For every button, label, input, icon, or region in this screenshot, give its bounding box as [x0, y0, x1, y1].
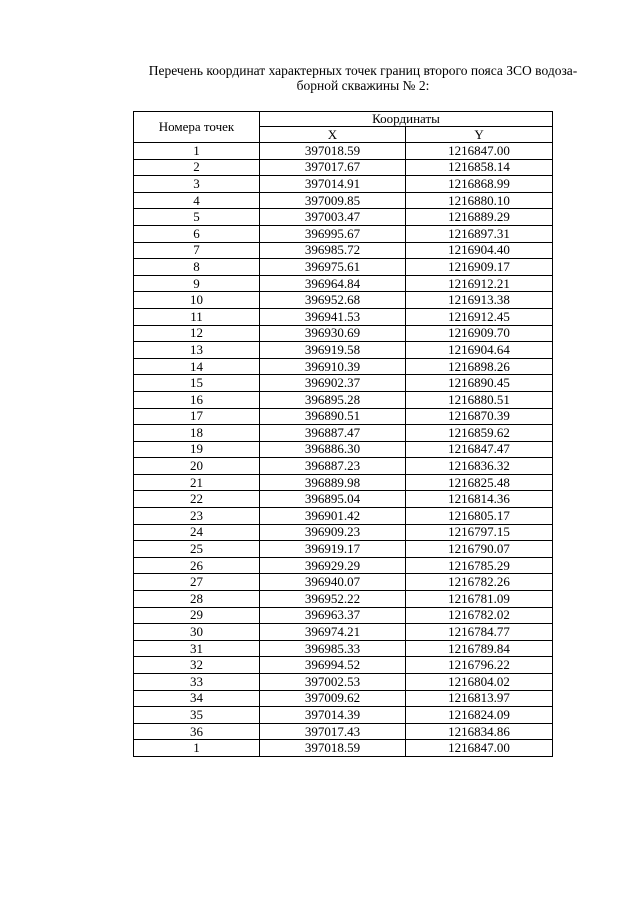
point-number-cell: 33 [134, 674, 260, 691]
y-coordinate-cell: 1216784.77 [406, 624, 553, 641]
point-number-cell: 23 [134, 508, 260, 525]
y-coordinate-cell: 1216870.39 [406, 408, 553, 425]
table-row [134, 740, 553, 757]
y-coordinate-cell: 1216782.02 [406, 607, 553, 624]
y-coordinate-cell: 1216824.09 [406, 707, 553, 724]
header-x: X [260, 127, 406, 143]
document-title [128, 63, 598, 93]
point-number-cell: 16 [134, 391, 260, 408]
y-coordinate-cell: 1216912.45 [406, 308, 553, 325]
x-coordinate-cell: 396940.07 [260, 574, 406, 591]
table-row [134, 557, 553, 574]
y-coordinate-cell: 1216904.40 [406, 242, 553, 259]
y-coordinate-cell: 1216847.47 [406, 441, 553, 458]
point-number-cell: 31 [134, 640, 260, 657]
y-coordinate-cell: 1216898.26 [406, 358, 553, 375]
y-coordinate-cell: 1216797.15 [406, 524, 553, 541]
x-coordinate-cell: 396919.17 [260, 541, 406, 558]
x-coordinate-cell: 396985.33 [260, 640, 406, 657]
point-number-cell: 12 [134, 325, 260, 342]
point-number-cell: 3 [134, 176, 260, 193]
x-coordinate-cell: 397014.39 [260, 707, 406, 724]
y-coordinate-cell: 1216909.17 [406, 259, 553, 276]
x-coordinate-cell: 396910.39 [260, 358, 406, 375]
point-number-cell: 22 [134, 491, 260, 508]
x-coordinate-cell: 396964.84 [260, 275, 406, 292]
point-number-cell: 26 [134, 557, 260, 574]
x-coordinate-cell: 396963.37 [260, 607, 406, 624]
x-coordinate-cell: 397018.59 [260, 143, 406, 160]
point-number-cell: 29 [134, 607, 260, 624]
x-coordinate-cell: 397017.43 [260, 723, 406, 740]
x-coordinate-cell: 396994.52 [260, 657, 406, 674]
table-row [134, 458, 553, 475]
point-number-cell: 2 [134, 159, 260, 176]
x-coordinate-cell: 396952.68 [260, 292, 406, 309]
point-number-cell: 24 [134, 524, 260, 541]
y-coordinate-cell: 1216814.36 [406, 491, 553, 508]
point-number-cell: 32 [134, 657, 260, 674]
table-row [134, 375, 553, 392]
point-number-cell: 35 [134, 707, 260, 724]
table-row [134, 325, 553, 342]
table-row [134, 308, 553, 325]
point-number-cell: 15 [134, 375, 260, 392]
y-coordinate-cell: 1216889.29 [406, 209, 553, 226]
table-row [134, 657, 553, 674]
x-coordinate-cell: 397017.67 [260, 159, 406, 176]
x-coordinate-cell: 396952.22 [260, 591, 406, 608]
table-row [134, 541, 553, 558]
coordinates-table [133, 111, 553, 757]
x-coordinate-cell: 396941.53 [260, 308, 406, 325]
y-coordinate-cell: 1216880.51 [406, 391, 553, 408]
y-coordinate-cell: 1216796.22 [406, 657, 553, 674]
table-row [134, 690, 553, 707]
y-coordinate-cell: 1216785.29 [406, 557, 553, 574]
table-row [134, 159, 553, 176]
x-coordinate-cell: 396895.28 [260, 391, 406, 408]
y-coordinate-cell: 1216805.17 [406, 508, 553, 525]
table-row [134, 474, 553, 491]
point-number-cell: 6 [134, 225, 260, 242]
point-number-cell: 30 [134, 624, 260, 641]
table-row [134, 242, 553, 259]
table-row [134, 607, 553, 624]
x-coordinate-cell: 396909.23 [260, 524, 406, 541]
point-number-cell: 1 [134, 740, 260, 757]
header-y: Y [406, 127, 553, 143]
y-coordinate-cell: 1216804.02 [406, 674, 553, 691]
y-coordinate-cell: 1216868.99 [406, 176, 553, 193]
x-coordinate-cell: 396985.72 [260, 242, 406, 259]
point-number-cell: 20 [134, 458, 260, 475]
y-coordinate-cell: 1216790.07 [406, 541, 553, 558]
table-row [134, 209, 553, 226]
x-coordinate-cell: 396887.47 [260, 425, 406, 442]
point-number-cell: 13 [134, 342, 260, 359]
x-coordinate-cell: 396890.51 [260, 408, 406, 425]
point-number-cell: 17 [134, 408, 260, 425]
x-coordinate-cell: 397009.85 [260, 192, 406, 209]
x-coordinate-cell: 396929.29 [260, 557, 406, 574]
y-coordinate-cell: 1216781.09 [406, 591, 553, 608]
table-row [134, 524, 553, 541]
y-coordinate-cell: 1216890.45 [406, 375, 553, 392]
point-number-cell: 36 [134, 723, 260, 740]
x-coordinate-cell: 397009.62 [260, 690, 406, 707]
x-coordinate-cell: 397018.59 [260, 740, 406, 757]
title-line-1: Перечень координат характерных точек границ второго пояса ЗСО водоза- [148, 63, 578, 78]
table-row [134, 342, 553, 359]
table-row [134, 425, 553, 442]
y-coordinate-cell: 1216789.84 [406, 640, 553, 657]
y-coordinate-cell: 1216859.62 [406, 425, 553, 442]
point-number-cell: 1 [134, 143, 260, 160]
x-coordinate-cell: 396975.61 [260, 259, 406, 276]
table-row [134, 674, 553, 691]
point-number-cell: 19 [134, 441, 260, 458]
x-coordinate-cell: 396902.37 [260, 375, 406, 392]
table-row [134, 259, 553, 276]
point-number-cell: 10 [134, 292, 260, 309]
y-coordinate-cell: 1216897.31 [406, 225, 553, 242]
table-row [134, 591, 553, 608]
x-coordinate-cell: 396995.67 [260, 225, 406, 242]
y-coordinate-cell: 1216825.48 [406, 474, 553, 491]
point-number-cell: 18 [134, 425, 260, 442]
table-row [134, 391, 553, 408]
table-row [134, 408, 553, 425]
table-row [134, 225, 553, 242]
y-coordinate-cell: 1216909.70 [406, 325, 553, 342]
x-coordinate-cell: 396887.23 [260, 458, 406, 475]
table-row [134, 292, 553, 309]
header-coordinates: Координаты [260, 112, 553, 127]
point-number-cell: 7 [134, 242, 260, 259]
point-number-cell: 11 [134, 308, 260, 325]
x-coordinate-cell: 396974.21 [260, 624, 406, 641]
table-row [134, 176, 553, 193]
point-number-cell: 34 [134, 690, 260, 707]
table-row [134, 192, 553, 209]
y-coordinate-cell: 1216836.32 [406, 458, 553, 475]
x-coordinate-cell: 396886.30 [260, 441, 406, 458]
table-row [134, 508, 553, 525]
point-number-cell: 21 [134, 474, 260, 491]
table-row [134, 574, 553, 591]
table-row [134, 441, 553, 458]
title-line-2: борной скважины № 2: [296, 78, 430, 93]
x-coordinate-cell: 397014.91 [260, 176, 406, 193]
y-coordinate-cell: 1216782.26 [406, 574, 553, 591]
point-number-cell: 25 [134, 541, 260, 558]
table-row [134, 723, 553, 740]
y-coordinate-cell: 1216847.00 [406, 740, 553, 757]
x-coordinate-cell: 397002.53 [260, 674, 406, 691]
y-coordinate-cell: 1216813.97 [406, 690, 553, 707]
x-coordinate-cell: 397003.47 [260, 209, 406, 226]
point-number-cell: 9 [134, 275, 260, 292]
table-row [134, 624, 553, 641]
point-number-cell: 28 [134, 591, 260, 608]
y-coordinate-cell: 1216858.14 [406, 159, 553, 176]
y-coordinate-cell: 1216847.00 [406, 143, 553, 160]
table-row [134, 358, 553, 375]
x-coordinate-cell: 396919.58 [260, 342, 406, 359]
x-coordinate-cell: 396901.42 [260, 508, 406, 525]
x-coordinate-cell: 396895.04 [260, 491, 406, 508]
x-coordinate-cell: 396889.98 [260, 474, 406, 491]
table-body [134, 143, 553, 757]
y-coordinate-cell: 1216880.10 [406, 192, 553, 209]
y-coordinate-cell: 1216913.38 [406, 292, 553, 309]
x-coordinate-cell: 396930.69 [260, 325, 406, 342]
table-row [134, 143, 553, 160]
point-number-cell: 27 [134, 574, 260, 591]
table-row [134, 707, 553, 724]
point-number-cell: 8 [134, 259, 260, 276]
y-coordinate-cell: 1216912.21 [406, 275, 553, 292]
point-number-cell: 5 [134, 209, 260, 226]
y-coordinate-cell: 1216834.86 [406, 723, 553, 740]
header-point-numbers: Номера точек [134, 112, 260, 143]
table-row [134, 491, 553, 508]
y-coordinate-cell: 1216904.64 [406, 342, 553, 359]
point-number-cell: 14 [134, 358, 260, 375]
point-number-cell: 4 [134, 192, 260, 209]
table-row [134, 275, 553, 292]
table-row [134, 640, 553, 657]
